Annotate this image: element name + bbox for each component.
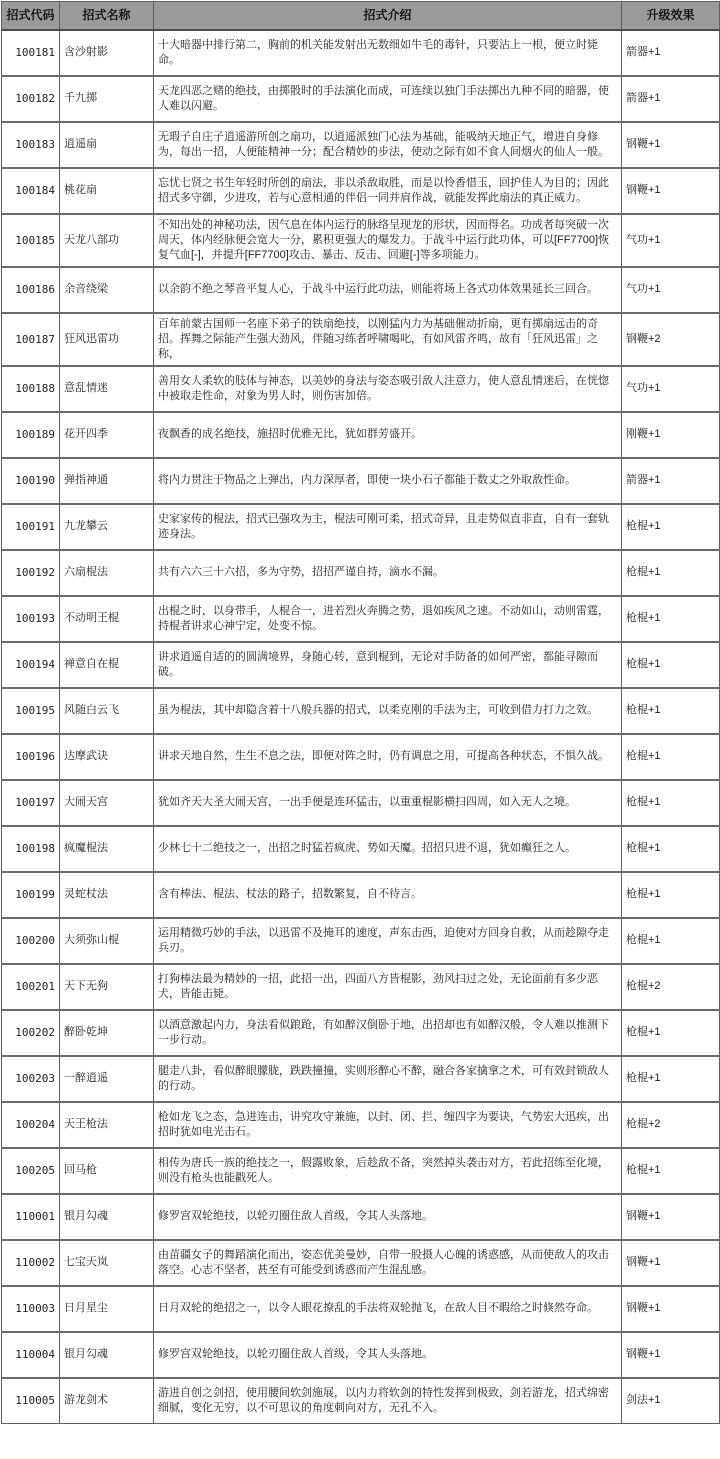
cell-desc: 善用女人柔软的肢体与神态，以美妙的身法与姿态吸引敌人注意力，使人意乱情迷后，在恍惚中被取走性命，对象为男人时，则伤害加倍。 bbox=[154, 366, 622, 412]
table-row bbox=[2, 688, 720, 734]
table-row bbox=[2, 1194, 720, 1240]
cell-code: 100200 bbox=[2, 918, 60, 964]
cell-code: 100188 bbox=[2, 366, 60, 412]
cell-desc: 以酒意激起内力，身法看似踉跄，有如醉汉倒卧于地，出招却也有如醉汉般，令人难以推测下一步行动。 bbox=[154, 1010, 622, 1056]
cell-desc: 日月双轮的绝招之一，以令人眼花撩乱的手法将双轮抛飞，在敌人目不暇给之时倏然夺命。 bbox=[154, 1286, 622, 1332]
cell-code: 100194 bbox=[2, 642, 60, 688]
table-row bbox=[2, 1378, 720, 1424]
moves-data-sheet bbox=[0, 1, 720, 1424]
cell-desc: 将内力贯注于物品之上弹出，内力深厚者，即使一块小石子都能于数丈之外取敌性命。 bbox=[154, 458, 622, 504]
cell-name: 九龙攀云 bbox=[60, 504, 154, 550]
cell-desc: 打狗棒法最为精妙的一招，此招一出，四面八方皆棍影，劲风扫过之处，无论面前有多少恶犬，皆能击毙。 bbox=[154, 964, 622, 1010]
cell-code: 110004 bbox=[2, 1332, 60, 1378]
cell-code: 100190 bbox=[2, 458, 60, 504]
table-row bbox=[2, 1286, 720, 1332]
cell-desc: 运用精微巧妙的手法，以迅雷不及掩耳的速度，声东击西，迫使对方回身自救，从而趁隙夺走兵刃。 bbox=[154, 918, 622, 964]
cell-name: 花开四季 bbox=[60, 412, 154, 458]
cell-code: 100199 bbox=[2, 872, 60, 918]
cell-effect: 气功+1 bbox=[622, 267, 720, 313]
cell-code: 100184 bbox=[2, 168, 60, 214]
cell-code: 100192 bbox=[2, 550, 60, 596]
table-header bbox=[2, 2, 720, 30]
cell-effect: 刚鞭+1 bbox=[622, 412, 720, 458]
cell-effect: 枪棍+2 bbox=[622, 964, 720, 1010]
cell-effect: 枪棍+1 bbox=[622, 688, 720, 734]
cell-code: 100196 bbox=[2, 734, 60, 780]
cell-code: 100191 bbox=[2, 504, 60, 550]
table-row bbox=[2, 1056, 720, 1102]
table-row bbox=[2, 872, 720, 918]
cell-desc: 无瑕子自庄子逍遥游所创之扇功，以逍遥派独门心法为基础，能吸纳天地正气，增进自身修为，每出一招，人便能精神一分；配合精妙的步法，使动之际有如不食人间烟火的仙人一般。 bbox=[154, 122, 622, 168]
cell-desc: 十大暗器中排行第二，胸前的机关能发射出无数细如牛毛的毒针，只要沾上一根，便立时毙命。 bbox=[154, 30, 622, 76]
cell-desc: 夜飘香的成名绝技，施招时优雅无比，犹如群芳盛开。 bbox=[154, 412, 622, 458]
cell-name: 狂风迅雷功 bbox=[60, 313, 154, 366]
cell-desc: 含有棒法、棍法、杖法的路子，招数繁复，自不待言。 bbox=[154, 872, 622, 918]
cell-effect: 箭器+1 bbox=[622, 76, 720, 122]
table-row bbox=[2, 313, 720, 366]
cell-name: 回马枪 bbox=[60, 1148, 154, 1194]
cell-desc: 相传为唐氏一族的绝技之一，假露败象，后趁敌不备，突然掉头袭击对方，若此招练至化境，则没有枪头也能戳死人。 bbox=[154, 1148, 622, 1194]
cell-name: 弹指神通 bbox=[60, 458, 154, 504]
cell-name: 大须弥山棍 bbox=[60, 918, 154, 964]
cell-effect: 箭器+1 bbox=[622, 458, 720, 504]
cell-name: 疯魔棍法 bbox=[60, 826, 154, 872]
cell-name: 含沙射影 bbox=[60, 30, 154, 76]
header-upgrade-effect: 升级效果 bbox=[622, 2, 720, 30]
table-row bbox=[2, 267, 720, 313]
cell-effect: 枪棍+1 bbox=[622, 642, 720, 688]
cell-name: 七宝天岚 bbox=[60, 1240, 154, 1286]
cell-name: 桃花扇 bbox=[60, 168, 154, 214]
header-row bbox=[2, 2, 720, 30]
cell-code: 100189 bbox=[2, 412, 60, 458]
table-row bbox=[2, 1010, 720, 1056]
cell-code: 100186 bbox=[2, 267, 60, 313]
cell-effect: 气功+1 bbox=[622, 214, 720, 267]
cell-code: 100183 bbox=[2, 122, 60, 168]
table-row bbox=[2, 504, 720, 550]
header-move-code: 招式代码 bbox=[2, 2, 60, 30]
cell-desc: 游进自创之剑招，使用腰间软剑施展，以内力将软剑的特性发挥到极致，剑若游龙，招式绵密细腻，变化无穷，以不可思议的角度刺向对方，无孔不入。 bbox=[154, 1378, 622, 1424]
cell-name: 逍遥扇 bbox=[60, 122, 154, 168]
cell-code: 100193 bbox=[2, 596, 60, 642]
cell-effect: 钢鞭+1 bbox=[622, 1286, 720, 1332]
cell-desc: 共有六六三十六招，多为守势，招招严谨自持，滴水不漏。 bbox=[154, 550, 622, 596]
table-row bbox=[2, 826, 720, 872]
cell-name: 六扇棍法 bbox=[60, 550, 154, 596]
cell-name: 天下无狗 bbox=[60, 964, 154, 1010]
table-row bbox=[2, 168, 720, 214]
table-row bbox=[2, 642, 720, 688]
cell-effect: 枪棍+1 bbox=[622, 1056, 720, 1102]
table-row bbox=[2, 964, 720, 1010]
cell-code: 100204 bbox=[2, 1102, 60, 1148]
cell-effect: 气功+1 bbox=[622, 366, 720, 412]
table-row bbox=[2, 122, 720, 168]
cell-name: 灵蛇杖法 bbox=[60, 872, 154, 918]
cell-effect: 枪棍+1 bbox=[622, 550, 720, 596]
cell-code: 100181 bbox=[2, 30, 60, 76]
cell-desc: 虽为棍法，其中却隐含着十八般兵器的招式，以柔克刚的手法为主，可收到借力打力之效。 bbox=[154, 688, 622, 734]
table-row bbox=[2, 734, 720, 780]
cell-name: 天王枪法 bbox=[60, 1102, 154, 1148]
cell-code: 100187 bbox=[2, 313, 60, 366]
table-row bbox=[2, 1332, 720, 1378]
table-row bbox=[2, 412, 720, 458]
cell-effect: 枪棍+1 bbox=[622, 596, 720, 642]
cell-desc: 忘忧七贤之书生年轻时所创的扇法，非以杀敌取胜，而是以怜香惜玉，回护佳人为目的；因此招式多守御，少进攻，若与心意相通的伴侣一同并肩作战，就能发挥此扇法的真正威力。 bbox=[154, 168, 622, 214]
cell-name: 大闹天宫 bbox=[60, 780, 154, 826]
cell-desc: 枪如龙飞之态，急进连击，讲究攻守兼施，以封、闭、拦、缠四字为要诀，气势宏大迅疾，出招时犹如电光击石。 bbox=[154, 1102, 622, 1148]
cell-effect: 枪棍+1 bbox=[622, 504, 720, 550]
table-row bbox=[2, 596, 720, 642]
table-row bbox=[2, 1148, 720, 1194]
cell-desc: 修罗宫双轮绝技，以轮刃圈住敌人首级，令其人头落地。 bbox=[154, 1194, 622, 1240]
cell-effect: 枪棍+1 bbox=[622, 1148, 720, 1194]
cell-name: 意乱情迷 bbox=[60, 366, 154, 412]
cell-effect: 钢鞭+1 bbox=[622, 1332, 720, 1378]
cell-desc: 以余韵不绝之琴音平复人心，于战斗中运行此功法，则能将场上各式功体效果延长三回合。 bbox=[154, 267, 622, 313]
cell-code: 110003 bbox=[2, 1286, 60, 1332]
cell-name: 不动明王棍 bbox=[60, 596, 154, 642]
cell-effect: 箭器+1 bbox=[622, 30, 720, 76]
cell-effect: 钢鞭+1 bbox=[622, 168, 720, 214]
cell-effect: 枪棍+1 bbox=[622, 734, 720, 780]
cell-code: 110001 bbox=[2, 1194, 60, 1240]
cell-code: 100195 bbox=[2, 688, 60, 734]
cell-name: 达摩武诀 bbox=[60, 734, 154, 780]
table-row bbox=[2, 918, 720, 964]
cell-code: 100202 bbox=[2, 1010, 60, 1056]
cell-code: 100197 bbox=[2, 780, 60, 826]
cell-desc: 讲求天地自然，生生不息之法，即便对阵之时，仍有调息之用，可提高各种状态，不惧久战。 bbox=[154, 734, 622, 780]
cell-desc: 不知出处的神秘功法，因气息在体内运行的脉络呈现龙的形状，因而得名。功成者每突破一次周天，体内经脉便会宽大一分，累积更强大的爆发力。于战斗中运行此功体，可以[FF7700]恢复气血[-]，并提升[FF7700]攻击、暴击、反击、回避[-]等多项能力。 bbox=[154, 214, 622, 267]
cell-code: 110002 bbox=[2, 1240, 60, 1286]
cell-name: 风随白云飞 bbox=[60, 688, 154, 734]
cell-effect: 钢鞭+1 bbox=[622, 1194, 720, 1240]
header-move-name: 招式名称 bbox=[60, 2, 154, 30]
cell-name: 银月勾魂 bbox=[60, 1332, 154, 1378]
table-row bbox=[2, 30, 720, 76]
cell-code: 100203 bbox=[2, 1056, 60, 1102]
table-row bbox=[2, 458, 720, 504]
cell-effect: 枪棍+1 bbox=[622, 872, 720, 918]
cell-effect: 钢鞭+2 bbox=[622, 313, 720, 366]
cell-desc: 史家家传的棍法，招式已强攻为主，棍法可刚可柔，招式奇异，且走势似直非直，自有一套轨迹身法。 bbox=[154, 504, 622, 550]
table-row bbox=[2, 1102, 720, 1148]
cell-effect: 枪棍+1 bbox=[622, 826, 720, 872]
cell-desc: 腿走八卦，看似醉眼朦胧，跌跌撞撞，实则形醉心不醉，融合各家擒拿之术，可有效封锁敌人的行动。 bbox=[154, 1056, 622, 1102]
moves-table bbox=[1, 1, 720, 1424]
cell-name: 千九掷 bbox=[60, 76, 154, 122]
cell-effect: 钢鞭+1 bbox=[622, 122, 720, 168]
cell-desc: 讲求逍遥自适的的圆满境界，身随心转，意到棍到，无论对手防备的如何严密，都能寻隙而破。 bbox=[154, 642, 622, 688]
header-move-desc: 招式介绍 bbox=[154, 2, 622, 30]
table-row bbox=[2, 366, 720, 412]
cell-code: 110005 bbox=[2, 1378, 60, 1424]
table-body bbox=[2, 30, 720, 1424]
table-row bbox=[2, 214, 720, 267]
cell-desc: 修罗宫双轮绝技，以轮刃圈住敌人首级，令其人头落地。 bbox=[154, 1332, 622, 1378]
cell-name: 银月勾魂 bbox=[60, 1194, 154, 1240]
cell-effect: 剑法+1 bbox=[622, 1378, 720, 1424]
cell-code: 100182 bbox=[2, 76, 60, 122]
cell-desc: 少林七十二绝技之一，出招之时猛若疯虎、势如天魔。招招只进不退，犹如癫狂之人。 bbox=[154, 826, 622, 872]
cell-name: 醉卧乾坤 bbox=[60, 1010, 154, 1056]
cell-desc: 犹如齐天大圣大闹天宫，一出手便是连环猛击，以重重棍影横扫四周，如入无人之境。 bbox=[154, 780, 622, 826]
cell-desc: 由苗疆女子的舞蹈演化而出，姿态优美曼妙，自带一股摄人心魄的诱惑感，从而使敌人的攻击落空。心志不坚者，甚至有可能受到诱惑而产生混乱感。 bbox=[154, 1240, 622, 1286]
cell-effect: 枪棍+1 bbox=[622, 918, 720, 964]
table-row bbox=[2, 1240, 720, 1286]
cell-effect: 钢鞭+1 bbox=[622, 1240, 720, 1286]
table-row bbox=[2, 76, 720, 122]
cell-code: 100201 bbox=[2, 964, 60, 1010]
cell-name: 游龙剑术 bbox=[60, 1378, 154, 1424]
cell-effect: 枪棍+1 bbox=[622, 780, 720, 826]
table-row bbox=[2, 780, 720, 826]
table-row bbox=[2, 550, 720, 596]
cell-name: 余音绕梁 bbox=[60, 267, 154, 313]
cell-desc: 天龙四恶之赌的绝技，由掷骰时的手法演化而成，可连续以独门手法掷出九种不同的暗器，使人难以闪避。 bbox=[154, 76, 622, 122]
cell-name: 一醉逍遥 bbox=[60, 1056, 154, 1102]
cell-name: 天龙八部功 bbox=[60, 214, 154, 267]
cell-effect: 枪棍+1 bbox=[622, 1010, 720, 1056]
cell-code: 100198 bbox=[2, 826, 60, 872]
cell-code: 100205 bbox=[2, 1148, 60, 1194]
cell-effect: 枪棍+2 bbox=[622, 1102, 720, 1148]
cell-code: 100185 bbox=[2, 214, 60, 267]
cell-name: 日月星尘 bbox=[60, 1286, 154, 1332]
cell-desc: 百年前蒙古国师一名座下弟子的铁扇绝技，以刚猛内力为基础催动折扇，更有掷扇远击的奇招。挥舞之际能产生强大劲风，伴随习练者呼啸喝叱，有如风雷齐鸣，故有「狂风迅雷」之称， bbox=[154, 313, 622, 366]
cell-name: 禅意自在棍 bbox=[60, 642, 154, 688]
cell-desc: 出棍之时，以身带手，人棍合一，进若烈火奔腾之势，退如疾风之速。不动如山，动则雷霆，持棍者讲求心神宁定，处变不惊。 bbox=[154, 596, 622, 642]
